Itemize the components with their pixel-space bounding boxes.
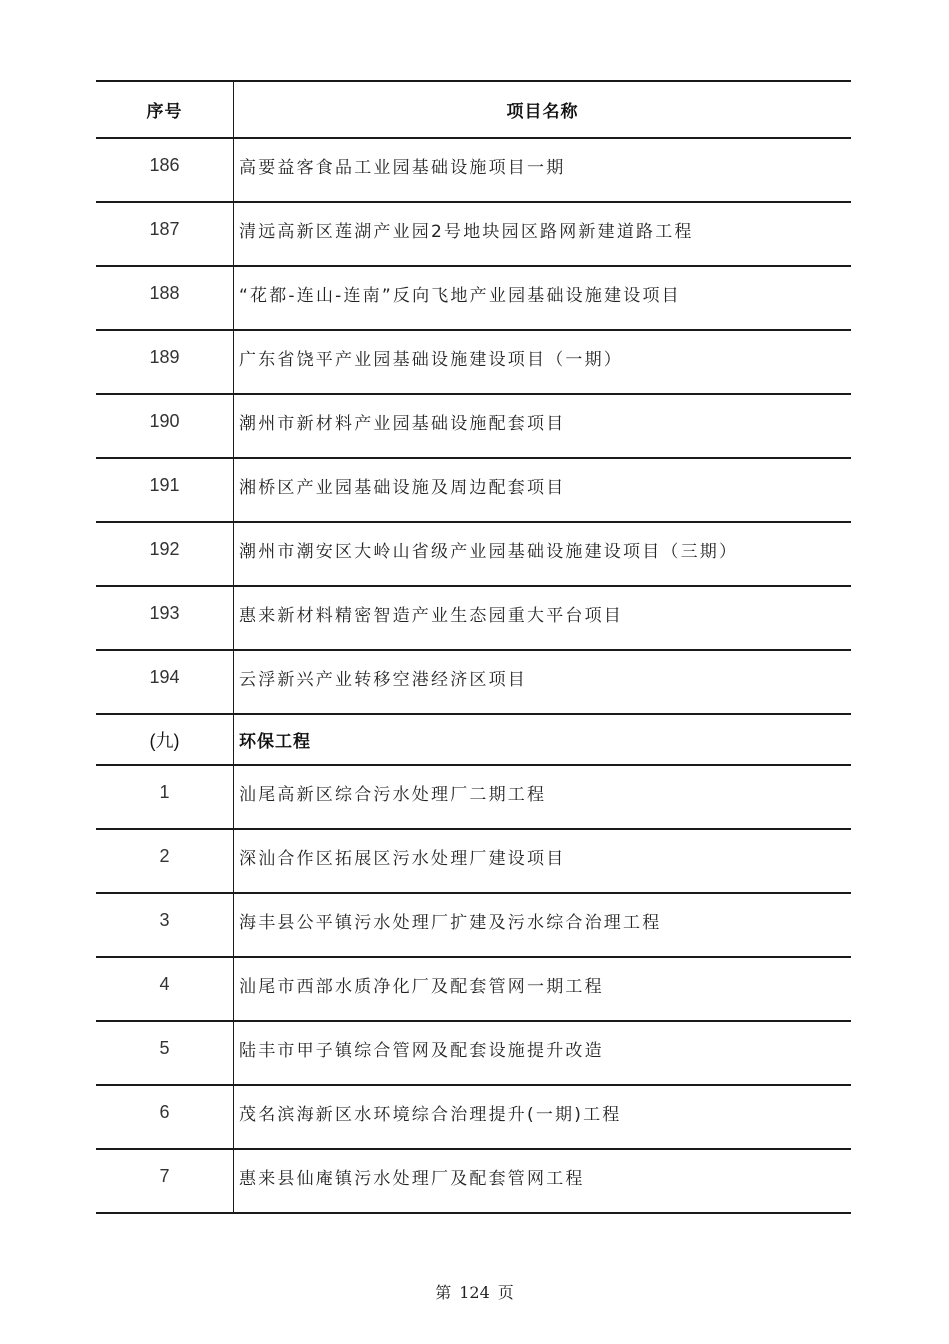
- row-project-name: 高要益客食品工业园基础设施项目一期: [239, 157, 566, 178]
- table-row: [96, 894, 851, 958]
- table-header: [96, 82, 851, 139]
- section-title: 环保工程: [239, 732, 311, 752]
- header-project-name: 项目名称: [506, 102, 579, 122]
- table-row: [96, 395, 851, 459]
- table-row: [96, 203, 851, 267]
- row-project-name: “花都-连山-连南”反向飞地产业园基础设施建设项目: [239, 285, 681, 306]
- row-project-name: 清远高新区莲湖产业园2号地块园区路网新建道路工程: [239, 221, 694, 242]
- row-number: 6: [96, 1086, 234, 1148]
- table-row: [96, 267, 851, 331]
- row-number: 1: [96, 766, 234, 828]
- table-row: [96, 1022, 851, 1086]
- table-row: [96, 139, 851, 203]
- row-number: 192: [96, 523, 234, 585]
- section-number: (九): [96, 715, 234, 764]
- row-number: 7: [96, 1150, 234, 1212]
- row-number: 189: [96, 331, 234, 393]
- table-row: [96, 651, 851, 715]
- row-project-name: 云浮新兴产业转移空港经济区项目: [239, 669, 527, 690]
- table-row: [96, 958, 851, 1022]
- row-project-name: 汕尾市西部水质净化厂及配套管网一期工程: [239, 976, 604, 997]
- table-row: [96, 459, 851, 523]
- project-table: [96, 80, 851, 1214]
- row-project-name: 湘桥区产业园基础设施及周边配套项目: [239, 477, 566, 498]
- row-project-name: 广东省饶平产业园基础设施建设项目（一期）: [239, 349, 623, 370]
- row-number: 2: [96, 830, 234, 892]
- row-project-name: 海丰县公平镇污水处理厂扩建及污水综合治理工程: [239, 912, 662, 933]
- page-prefix: 第: [435, 1283, 452, 1302]
- row-number: 186: [96, 139, 234, 201]
- row-project-name: 潮州市潮安区大岭山省级产业园基础设施建设项目（三期）: [239, 541, 739, 562]
- table-row: [96, 1150, 851, 1214]
- page-footer: [0, 1280, 949, 1303]
- section-row: [96, 715, 851, 766]
- page-number: 124: [459, 1283, 490, 1302]
- table-row: [96, 331, 851, 395]
- table-row: [96, 587, 851, 651]
- table-row: [96, 830, 851, 894]
- table-row: [96, 1086, 851, 1150]
- row-project-name: 汕尾高新区综合污水处理厂二期工程: [239, 784, 547, 805]
- row-project-name: 惠来县仙庵镇污水处理厂及配套管网工程: [239, 1168, 585, 1189]
- row-project-name: 茂名滨海新区水环境综合治理提升(一期)工程: [239, 1104, 622, 1125]
- row-project-name: 潮州市新材料产业园基础设施配套项目: [239, 413, 566, 434]
- row-number: 187: [96, 203, 234, 265]
- row-number: 191: [96, 459, 234, 521]
- row-number: 5: [96, 1022, 234, 1084]
- row-number: 194: [96, 651, 234, 713]
- page-suffix: 页: [497, 1283, 514, 1302]
- row-number: 193: [96, 587, 234, 649]
- row-number: 3: [96, 894, 234, 956]
- row-number: 4: [96, 958, 234, 1020]
- header-serial-number: 序号: [96, 82, 234, 137]
- row-project-name: 陆丰市甲子镇综合管网及配套设施提升改造: [239, 1040, 604, 1061]
- row-project-name: 惠来新材料精密智造产业生态园重大平台项目: [239, 605, 623, 626]
- row-project-name: 深汕合作区拓展区污水处理厂建设项目: [239, 848, 566, 869]
- table-row: [96, 523, 851, 587]
- row-number: 188: [96, 267, 234, 329]
- table-row: [96, 766, 851, 830]
- row-number: 190: [96, 395, 234, 457]
